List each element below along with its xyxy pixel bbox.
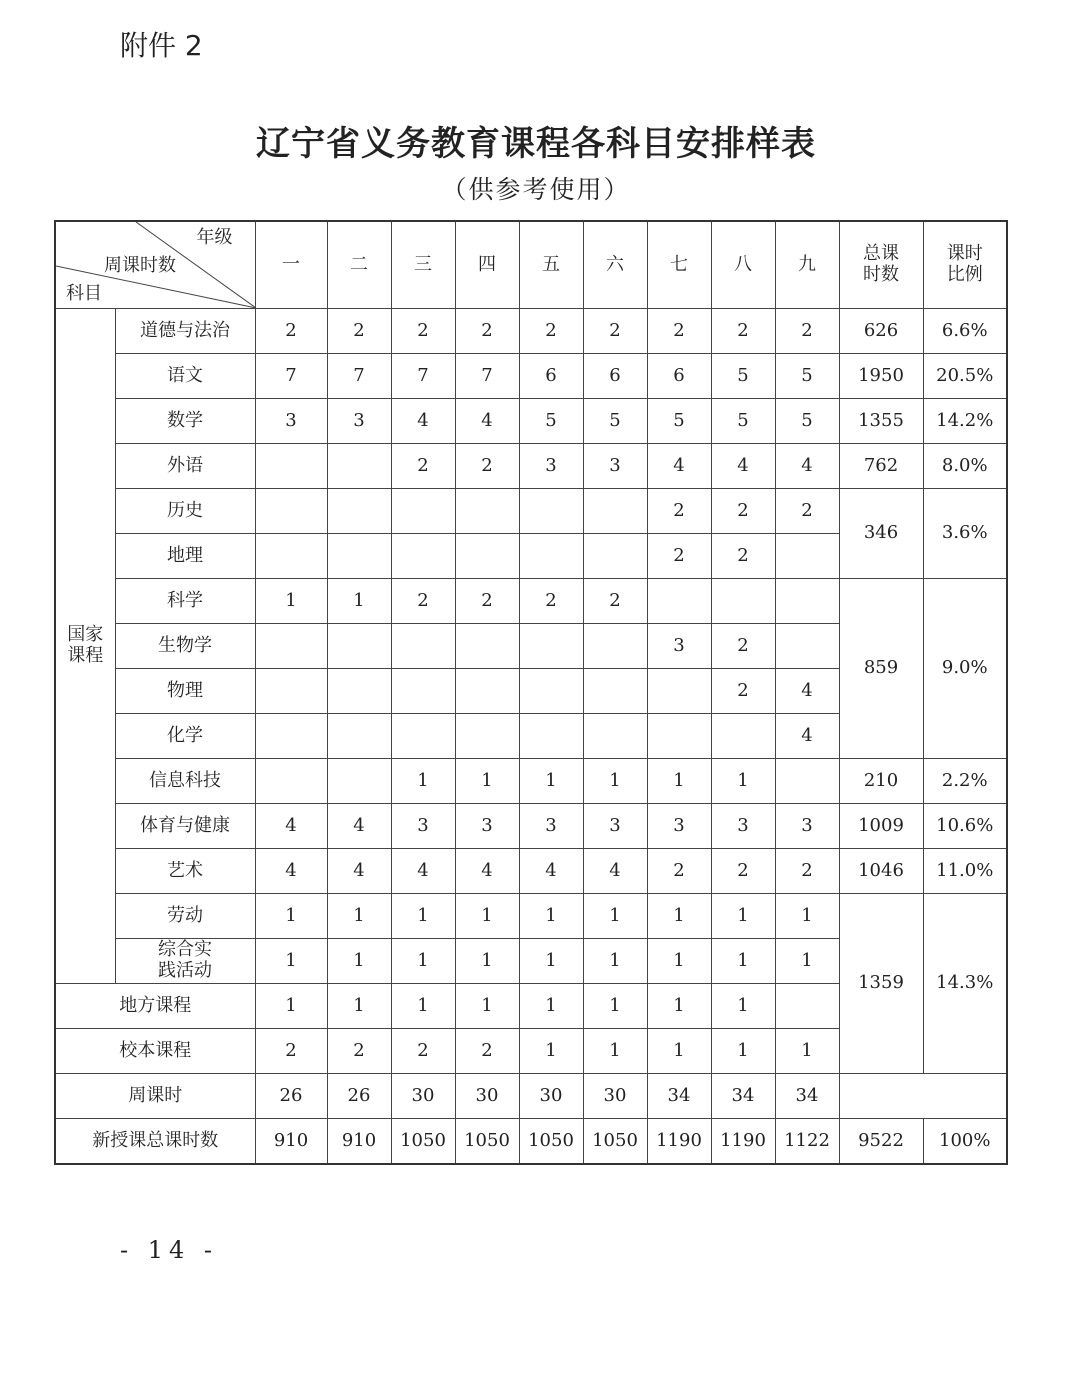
subject-cell: 地理 xyxy=(115,534,255,579)
total-row xyxy=(55,1119,1007,1165)
table-row xyxy=(55,759,1007,804)
corner-grade-label: 年级 xyxy=(196,227,233,248)
hours-cell xyxy=(455,534,519,579)
national-curriculum-group xyxy=(55,309,115,984)
hours-cell: 4 xyxy=(391,849,455,894)
subject-cell: 化学 xyxy=(115,714,255,759)
hours-cell: 5 xyxy=(775,354,839,399)
hours-cell xyxy=(255,489,327,534)
hours-cell: 2 xyxy=(583,579,647,624)
table-row xyxy=(55,849,1007,894)
hours-cell xyxy=(327,759,391,804)
ratio-cell: 11.0% xyxy=(923,849,1007,894)
hours-cell xyxy=(583,669,647,714)
hours-cell: 1 xyxy=(775,1029,839,1074)
hours-cell xyxy=(711,579,775,624)
hours-cell: 5 xyxy=(711,354,775,399)
hours-cell xyxy=(775,579,839,624)
hours-cell xyxy=(391,669,455,714)
ratio-cell: 10.6% xyxy=(923,804,1007,849)
hours-cell: 2 xyxy=(711,624,775,669)
subject-cell: 科学 xyxy=(115,579,255,624)
hours-cell: 5 xyxy=(583,399,647,444)
attachment-label: 附件 2 xyxy=(120,29,203,62)
hours-cell: 7 xyxy=(391,354,455,399)
hours-cell: 1 xyxy=(391,984,455,1029)
total-cell: 1046 xyxy=(839,849,923,894)
subject-line2: 践活动 xyxy=(158,960,212,981)
hours-cell: 1 xyxy=(391,894,455,939)
hours-cell: 2 xyxy=(255,309,327,354)
hours-cell: 4 xyxy=(647,444,711,489)
hours-cell: 2 xyxy=(519,309,583,354)
hours-cell xyxy=(775,534,839,579)
hours-cell xyxy=(391,534,455,579)
hours-cell: 1 xyxy=(391,939,455,984)
hours-cell: 2 xyxy=(775,309,839,354)
table-row xyxy=(55,399,1007,444)
hours-cell: 34 xyxy=(775,1074,839,1119)
hours-cell: 2 xyxy=(455,309,519,354)
ratio-cell: 6.6% xyxy=(923,309,1007,354)
hours-cell: 4 xyxy=(455,849,519,894)
grade-header: 五 xyxy=(519,221,583,309)
weekly-hours-row xyxy=(55,1074,1007,1119)
hours-cell: 2 xyxy=(255,1029,327,1074)
hours-cell: 30 xyxy=(583,1074,647,1119)
hours-cell: 3 xyxy=(255,399,327,444)
hours-cell: 3 xyxy=(711,804,775,849)
hours-cell: 2 xyxy=(647,849,711,894)
corner-cell xyxy=(55,221,255,309)
hours-cell: 3 xyxy=(647,804,711,849)
hours-cell: 30 xyxy=(519,1074,583,1119)
hours-cell: 2 xyxy=(647,534,711,579)
page-subtitle: （供参考使用） xyxy=(441,175,631,204)
subject-cell: 物理 xyxy=(115,669,255,714)
hours-cell: 5 xyxy=(775,399,839,444)
hours-cell: 6 xyxy=(583,354,647,399)
hours-cell xyxy=(255,534,327,579)
hours-cell: 910 xyxy=(255,1119,327,1165)
grade-header: 四 xyxy=(455,221,519,309)
total-cell: 1355 xyxy=(839,399,923,444)
table-row xyxy=(55,444,1007,489)
hours-cell: 6 xyxy=(647,354,711,399)
hours-cell: 2 xyxy=(775,849,839,894)
ratio-cell: 2.2% xyxy=(923,759,1007,804)
hours-cell: 2 xyxy=(583,309,647,354)
subject-cell: 生物学 xyxy=(115,624,255,669)
hours-cell: 30 xyxy=(455,1074,519,1119)
hours-cell: 2 xyxy=(455,579,519,624)
subject-cell: 数学 xyxy=(115,399,255,444)
hours-cell xyxy=(647,669,711,714)
hours-cell xyxy=(327,624,391,669)
ratio-cell: 14.2% xyxy=(923,399,1007,444)
hours-cell xyxy=(255,714,327,759)
subject-cell: 新授课总课时数 xyxy=(55,1119,255,1165)
total-cell: 626 xyxy=(839,309,923,354)
hours-cell: 1 xyxy=(775,894,839,939)
total-cell: 346 xyxy=(839,489,923,579)
hours-cell: 1 xyxy=(711,894,775,939)
hours-cell: 3 xyxy=(775,804,839,849)
ratio-cell: 20.5% xyxy=(923,354,1007,399)
hours-cell: 5 xyxy=(519,399,583,444)
hours-cell: 34 xyxy=(711,1074,775,1119)
hours-cell: 3 xyxy=(647,624,711,669)
hours-cell: 7 xyxy=(327,354,391,399)
table-row xyxy=(55,309,1007,354)
table-row xyxy=(55,804,1007,849)
subject-cell: 艺术 xyxy=(115,849,255,894)
hours-cell: 2 xyxy=(647,489,711,534)
hours-cell: 1 xyxy=(647,1029,711,1074)
hours-cell: 1 xyxy=(647,984,711,1029)
hours-cell: 1 xyxy=(391,759,455,804)
total-cell: 762 xyxy=(839,444,923,489)
hours-cell: 2 xyxy=(711,534,775,579)
hours-cell: 2 xyxy=(711,849,775,894)
hours-cell: 3 xyxy=(519,444,583,489)
total-cell: 1359 xyxy=(839,894,923,1074)
hours-cell: 1 xyxy=(775,939,839,984)
page-number: - 14 - xyxy=(120,1236,219,1264)
hours-cell: 4 xyxy=(391,399,455,444)
hours-cell: 910 xyxy=(327,1119,391,1165)
hours-cell: 34 xyxy=(647,1074,711,1119)
hours-cell: 3 xyxy=(391,804,455,849)
hours-cell xyxy=(455,624,519,669)
hours-cell xyxy=(519,489,583,534)
total-cell: 210 xyxy=(839,759,923,804)
hours-cell: 2 xyxy=(711,669,775,714)
hours-cell: 1 xyxy=(455,894,519,939)
ratio-cell: 14.3% xyxy=(923,894,1007,1074)
hours-cell: 1 xyxy=(583,894,647,939)
hours-cell: 1 xyxy=(583,939,647,984)
hours-cell: 30 xyxy=(391,1074,455,1119)
hours-cell: 1 xyxy=(647,894,711,939)
total-cell: 9522 xyxy=(839,1119,923,1165)
hours-cell: 2 xyxy=(711,489,775,534)
table-row xyxy=(55,579,1007,624)
hours-cell xyxy=(519,624,583,669)
hours-cell: 1 xyxy=(519,984,583,1029)
total-hours-header-line2: 时数 xyxy=(863,264,899,285)
hours-cell: 4 xyxy=(255,804,327,849)
hours-cell xyxy=(391,624,455,669)
total-hours-header xyxy=(839,221,923,309)
hours-cell: 1 xyxy=(583,984,647,1029)
subject-cell: 外语 xyxy=(115,444,255,489)
hours-cell: 1050 xyxy=(583,1119,647,1165)
hours-cell xyxy=(255,669,327,714)
table-row xyxy=(55,489,1007,534)
hours-cell xyxy=(455,714,519,759)
subject-cell: 地方课程 xyxy=(55,984,255,1029)
grade-header: 八 xyxy=(711,221,775,309)
hours-cell: 4 xyxy=(455,399,519,444)
hours-cell: 2 xyxy=(391,309,455,354)
hours-cell: 1050 xyxy=(519,1119,583,1165)
hours-cell: 4 xyxy=(519,849,583,894)
hours-cell xyxy=(647,579,711,624)
hours-cell: 4 xyxy=(775,669,839,714)
total-cell: 859 xyxy=(839,579,923,759)
hours-cell xyxy=(775,984,839,1029)
hours-cell xyxy=(391,489,455,534)
hours-cell: 1 xyxy=(583,1029,647,1074)
hours-cell: 1 xyxy=(327,984,391,1029)
hours-cell: 2 xyxy=(391,1029,455,1074)
hours-cell: 1 xyxy=(255,579,327,624)
hours-cell: 1122 xyxy=(775,1119,839,1165)
hours-cell: 1 xyxy=(455,984,519,1029)
hours-cell xyxy=(519,669,583,714)
ratio-cell: 8.0% xyxy=(923,444,1007,489)
grade-header: 七 xyxy=(647,221,711,309)
hours-cell: 6 xyxy=(519,354,583,399)
hours-cell: 3 xyxy=(455,804,519,849)
hours-cell xyxy=(711,714,775,759)
hours-cell: 1190 xyxy=(711,1119,775,1165)
hours-cell: 2 xyxy=(647,309,711,354)
page-title: 辽宁省义务教育课程各科目安排样表 xyxy=(256,124,816,164)
hours-cell xyxy=(519,714,583,759)
hours-cell: 4 xyxy=(775,714,839,759)
subject-cell: 信息科技 xyxy=(115,759,255,804)
ratio-header xyxy=(923,221,1007,309)
hours-cell: 2 xyxy=(775,489,839,534)
subject-cell xyxy=(115,939,255,984)
subject-cell: 体育与健康 xyxy=(115,804,255,849)
grade-header: 六 xyxy=(583,221,647,309)
hours-cell: 1190 xyxy=(647,1119,711,1165)
hours-cell: 1 xyxy=(519,894,583,939)
grade-header: 三 xyxy=(391,221,455,309)
hours-cell: 4 xyxy=(583,849,647,894)
hours-cell: 2 xyxy=(391,579,455,624)
subject-cell: 道德与法治 xyxy=(115,309,255,354)
hours-cell xyxy=(391,714,455,759)
hours-cell: 2 xyxy=(327,309,391,354)
hours-cell: 4 xyxy=(327,804,391,849)
table-row xyxy=(55,354,1007,399)
hours-cell: 1 xyxy=(327,579,391,624)
table-row xyxy=(55,894,1007,939)
hours-cell: 4 xyxy=(327,849,391,894)
hours-cell xyxy=(583,489,647,534)
hours-cell: 1 xyxy=(327,894,391,939)
hours-cell: 3 xyxy=(519,804,583,849)
hours-cell: 1 xyxy=(255,939,327,984)
hours-cell: 5 xyxy=(711,399,775,444)
group-label-line2: 课程 xyxy=(67,645,104,666)
subject-cell: 劳动 xyxy=(115,894,255,939)
hours-cell: 1 xyxy=(255,984,327,1029)
hours-cell xyxy=(583,624,647,669)
hours-cell: 1 xyxy=(519,759,583,804)
hours-cell xyxy=(455,669,519,714)
hours-cell xyxy=(775,624,839,669)
hours-cell: 4 xyxy=(255,849,327,894)
hours-cell xyxy=(583,714,647,759)
subject-cell: 语文 xyxy=(115,354,255,399)
corner-subject-label: 科目 xyxy=(66,283,102,304)
header-row xyxy=(55,221,1007,309)
ratio-cell: 3.6% xyxy=(923,489,1007,579)
empty-cell xyxy=(839,1074,1007,1119)
hours-cell: 1 xyxy=(711,939,775,984)
hours-cell: 5 xyxy=(647,399,711,444)
hours-cell: 7 xyxy=(455,354,519,399)
hours-cell xyxy=(255,759,327,804)
hours-cell: 1 xyxy=(711,759,775,804)
hours-cell: 1 xyxy=(519,939,583,984)
hours-cell xyxy=(455,489,519,534)
ratio-cell: 9.0% xyxy=(923,579,1007,759)
group-label-line1: 国家 xyxy=(67,624,104,646)
schedule-table xyxy=(54,220,1008,1165)
corner-hours-label: 周课时数 xyxy=(104,255,176,276)
hours-cell: 1 xyxy=(327,939,391,984)
hours-cell: 2 xyxy=(711,309,775,354)
ratio-header-line1: 课时 xyxy=(946,243,983,265)
ratio-cell: 100% xyxy=(923,1119,1007,1165)
hours-cell xyxy=(327,534,391,579)
grade-header: 二 xyxy=(327,221,391,309)
hours-cell: 2 xyxy=(455,1029,519,1074)
hours-cell: 1 xyxy=(455,939,519,984)
hours-cell: 26 xyxy=(255,1074,327,1119)
subject-cell: 校本课程 xyxy=(55,1029,255,1074)
grade-header: 一 xyxy=(255,221,327,309)
grade-header: 九 xyxy=(775,221,839,309)
hours-cell: 1 xyxy=(711,1029,775,1074)
hours-cell: 3 xyxy=(327,399,391,444)
hours-cell: 4 xyxy=(775,444,839,489)
hours-cell xyxy=(255,624,327,669)
hours-cell: 3 xyxy=(583,804,647,849)
total-cell: 1950 xyxy=(839,354,923,399)
hours-cell: 1 xyxy=(711,984,775,1029)
hours-cell: 1 xyxy=(255,894,327,939)
hours-cell: 7 xyxy=(255,354,327,399)
hours-cell: 2 xyxy=(391,444,455,489)
hours-cell xyxy=(327,714,391,759)
hours-cell: 1050 xyxy=(455,1119,519,1165)
hours-cell xyxy=(255,444,327,489)
total-hours-header-line1: 总课 xyxy=(863,243,899,265)
hours-cell xyxy=(647,714,711,759)
subject-cell: 历史 xyxy=(115,489,255,534)
hours-cell xyxy=(775,759,839,804)
hours-cell: 2 xyxy=(455,444,519,489)
hours-cell: 1 xyxy=(455,759,519,804)
hours-cell xyxy=(583,534,647,579)
hours-cell: 1 xyxy=(647,939,711,984)
hours-cell: 4 xyxy=(711,444,775,489)
subject-line1: 综合实 xyxy=(158,939,212,961)
total-cell: 1009 xyxy=(839,804,923,849)
hours-cell xyxy=(327,489,391,534)
hours-cell xyxy=(327,669,391,714)
hours-cell: 1 xyxy=(583,759,647,804)
hours-cell: 2 xyxy=(327,1029,391,1074)
hours-cell: 26 xyxy=(327,1074,391,1119)
hours-cell xyxy=(519,534,583,579)
hours-cell: 1 xyxy=(519,1029,583,1074)
hours-cell: 1 xyxy=(647,759,711,804)
hours-cell: 1050 xyxy=(391,1119,455,1165)
subject-cell: 周课时 xyxy=(55,1074,255,1119)
hours-cell: 2 xyxy=(519,579,583,624)
ratio-header-line2: 比例 xyxy=(946,264,983,285)
hours-cell: 3 xyxy=(583,444,647,489)
hours-cell xyxy=(327,444,391,489)
